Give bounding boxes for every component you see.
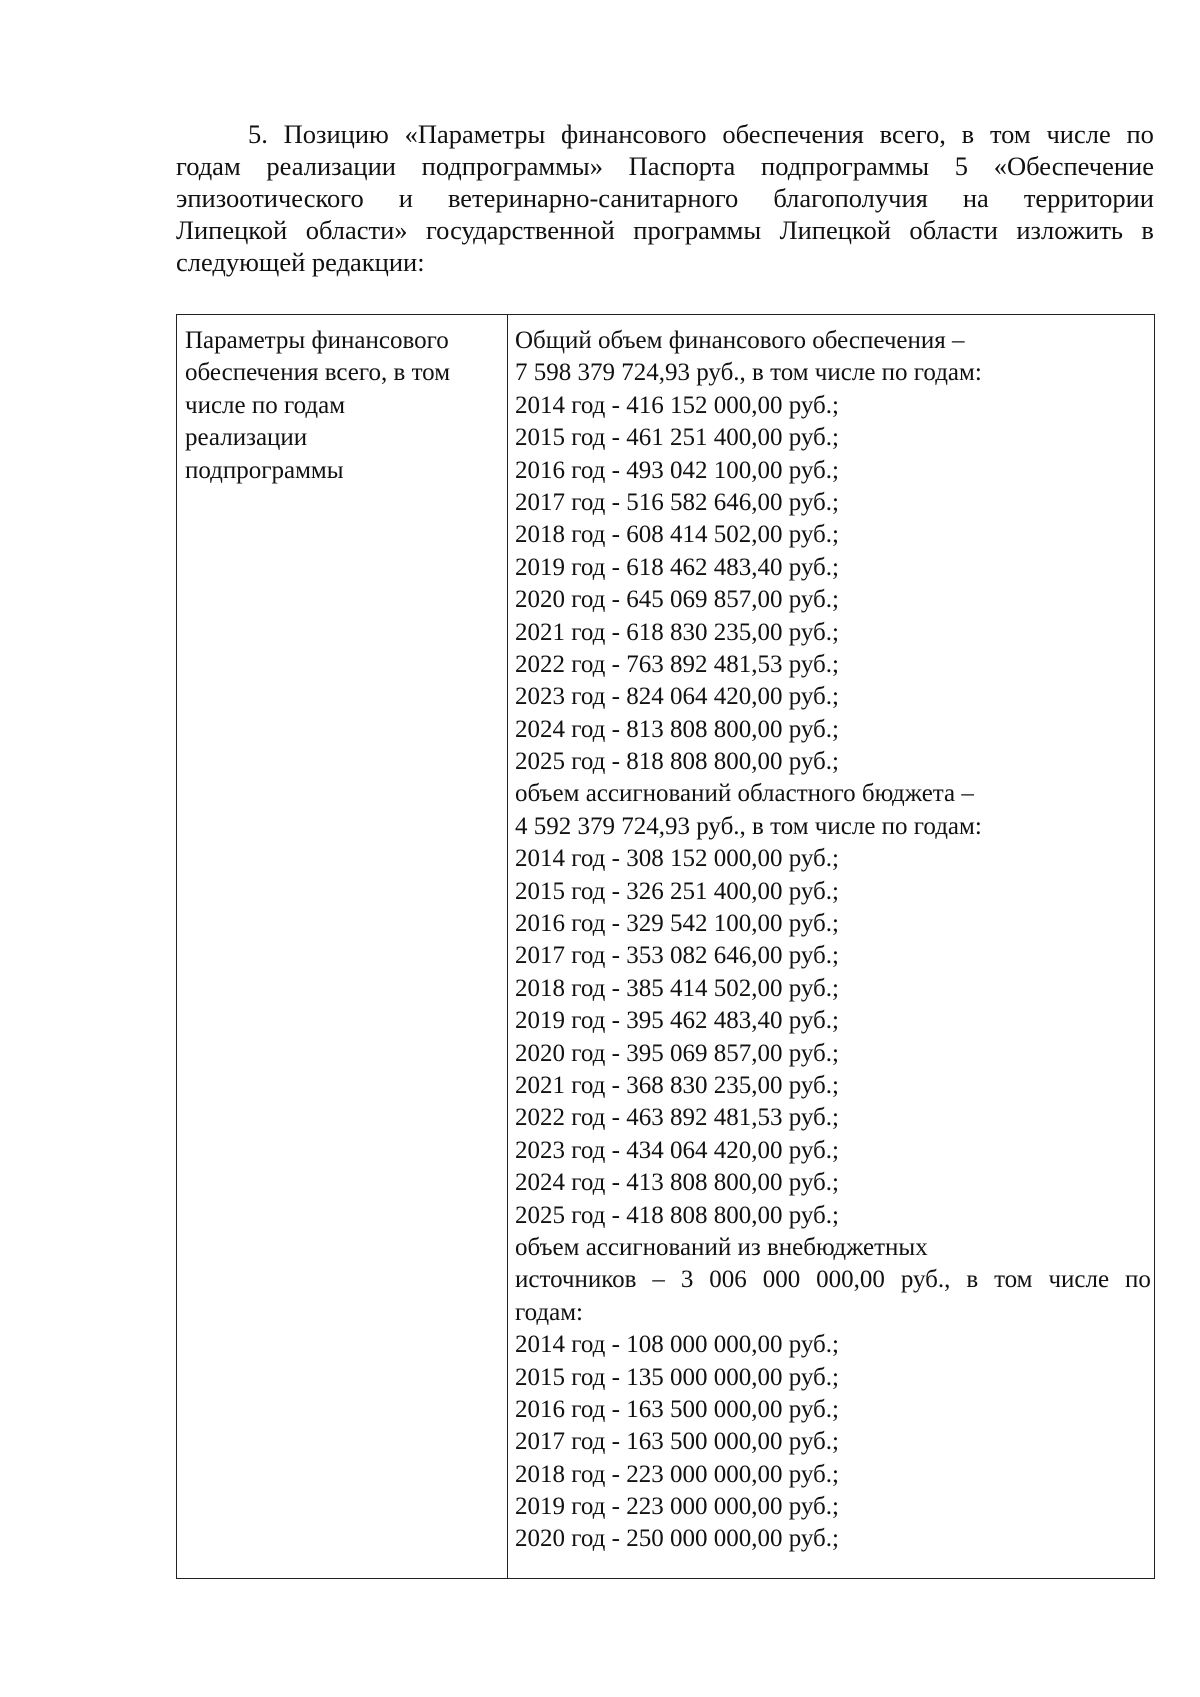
intro-word: изложить <box>1016 215 1123 245</box>
intro-word: области <box>909 215 998 245</box>
column-divider <box>507 315 508 1578</box>
intro-word: благополучия <box>773 183 928 213</box>
amount-line: 2016 год - 163 500 000,00 руб.; <box>515 1395 839 1423</box>
parameter-name-line: обеспечения всего, в том <box>185 359 451 387</box>
parameter-name-line: Параметры финансового <box>185 327 449 354</box>
intro-word: подпрограммы <box>761 151 930 181</box>
amount-line: 2014 год - 416 152 000,00 руб.; <box>515 391 839 419</box>
amount-line: 2024 год - 813 808 800,00 руб.; <box>515 715 839 743</box>
amount-line: 2020 год - 395 069 857,00 руб.; <box>515 1039 839 1067</box>
intro-word: эпизоотического <box>176 183 364 213</box>
parameter-value-cell <box>515 325 1151 1556</box>
amount-line: 2016 год - 493 042 100,00 руб.; <box>515 456 839 484</box>
intro-word: ветеринарно-санитарного <box>447 183 739 213</box>
amount-line: 2015 год - 326 251 400,00 руб.; <box>515 877 839 905</box>
intro-word: реализации <box>266 151 396 181</box>
intro-word: 5 <box>954 151 969 181</box>
intro-word: том <box>989 119 1031 149</box>
amount-line: 2023 год - 434 064 420,00 руб.; <box>515 1136 839 1164</box>
intro-word: всего, <box>879 119 946 149</box>
intro-word: 5. <box>248 119 268 149</box>
cell-word: в <box>966 1266 979 1294</box>
intro-word: территории <box>1023 183 1154 213</box>
amount-line: 2024 год - 413 808 800,00 руб.; <box>515 1169 839 1197</box>
cell-word: руб., <box>900 1266 951 1294</box>
amount-line: 2015 год - 461 251 400,00 руб.; <box>515 424 839 452</box>
intro-line <box>176 214 1154 246</box>
amount-line: 2025 год - 418 808 800,00 руб.; <box>515 1201 839 1229</box>
cell-word: 006 <box>709 1266 747 1294</box>
intro-word: государственной <box>425 215 615 245</box>
amount-line: 2014 год - 108 000 000,00 руб.; <box>515 1331 839 1359</box>
amount-line: 2018 год - 385 414 502,00 руб.; <box>515 974 839 1002</box>
amount-line: объем ассигнований из внебюджетных <box>515 1233 928 1261</box>
amount-line: Общий объем финансового обеспечения – <box>515 327 965 354</box>
intro-word: числе <box>1046 119 1111 149</box>
intro-word: Паспорта <box>628 151 736 181</box>
intro-word: финансового <box>561 119 707 149</box>
intro-line <box>176 118 1154 150</box>
cell-word: по <box>1125 1266 1151 1294</box>
amount-line: 2022 год - 463 892 481,53 руб.; <box>515 1104 839 1132</box>
amount-line <box>515 1264 1151 1296</box>
amount-line: 2015 год - 135 000 000,00 руб.; <box>515 1363 839 1391</box>
amount-line: 2019 год - 223 000 000,00 руб.; <box>515 1493 839 1521</box>
parameter-name-line: реализации <box>185 424 308 452</box>
intro-word: по <box>1126 119 1154 149</box>
amount-line: 2021 год - 618 830 235,00 руб.; <box>515 618 839 646</box>
cell-word: числе <box>1048 1266 1110 1294</box>
amount-line: 2020 год - 645 069 857,00 руб.; <box>515 586 839 614</box>
intro-word: в <box>1141 215 1154 245</box>
intro-line <box>176 182 1154 214</box>
intro-word: программы <box>633 215 762 245</box>
amount-line: 2021 год - 368 830 235,00 руб.; <box>515 1071 839 1099</box>
intro-line <box>176 150 1154 182</box>
cell-word: – <box>652 1266 665 1294</box>
intro-line: следующей редакции: <box>176 247 425 277</box>
intro-word: Позицию <box>283 119 389 149</box>
amount-line: 2022 год - 763 892 481,53 руб.; <box>515 650 839 678</box>
amount-line: 2017 год - 353 082 646,00 руб.; <box>515 942 839 970</box>
cell-word: 000 <box>762 1266 801 1294</box>
parameter-name-line: числе по годам <box>185 391 346 419</box>
intro-word: на <box>962 183 989 213</box>
intro-word: и <box>398 183 413 213</box>
intro-word: Липецкой <box>779 215 891 245</box>
amount-line: 2017 год - 516 582 646,00 руб.; <box>515 488 839 516</box>
intro-word: подпрограммы» <box>421 151 603 181</box>
financing-parameters-table <box>176 314 1155 1579</box>
amount-line: 2017 год - 163 500 000,00 руб.; <box>515 1428 839 1456</box>
amount-line: 2020 год - 250 000 000,00 руб.; <box>515 1525 839 1553</box>
intro-word: обеспечения <box>722 119 864 149</box>
intro-word: области» <box>305 215 408 245</box>
parameter-name-cell <box>185 325 501 487</box>
cell-word: том <box>994 1266 1033 1294</box>
amount-line: 2016 год - 329 542 100,00 руб.; <box>515 910 839 938</box>
cell-word: 000,00 <box>816 1266 885 1294</box>
amount-line: 2025 год - 818 808 800,00 руб.; <box>515 748 839 776</box>
cell-word: источников <box>515 1266 637 1294</box>
parameter-name-line: подпрограммы <box>185 456 344 484</box>
intro-word: годам <box>176 151 241 181</box>
amount-line: годам: <box>515 1298 583 1326</box>
amount-line: объем ассигнований областного бюджета – <box>515 780 974 808</box>
amount-line: 2018 год - 223 000 000,00 руб.; <box>515 1460 839 1488</box>
amount-line: 2014 год - 308 152 000,00 руб.; <box>515 845 839 873</box>
amount-line: 2018 год - 608 414 502,00 руб.; <box>515 521 839 549</box>
amount-line: 2019 год - 395 462 483,40 руб.; <box>515 1007 839 1035</box>
intro-word: в <box>961 119 975 149</box>
amount-line: 4 592 379 724,93 руб., в том числе по годам: <box>515 812 982 840</box>
amount-line: 7 598 379 724,93 руб., в том числе по годам: <box>515 359 982 387</box>
intro-word: «Обеспечение <box>993 151 1154 181</box>
amount-line: 2023 год - 824 064 420,00 руб.; <box>515 683 839 711</box>
cell-word: 3 <box>680 1266 694 1294</box>
intro-paragraph <box>176 118 1154 278</box>
intro-word: Липецкой <box>176 215 288 245</box>
amount-line: 2019 год - 618 462 483,40 руб.; <box>515 553 839 581</box>
intro-word: «Параметры <box>404 119 546 149</box>
